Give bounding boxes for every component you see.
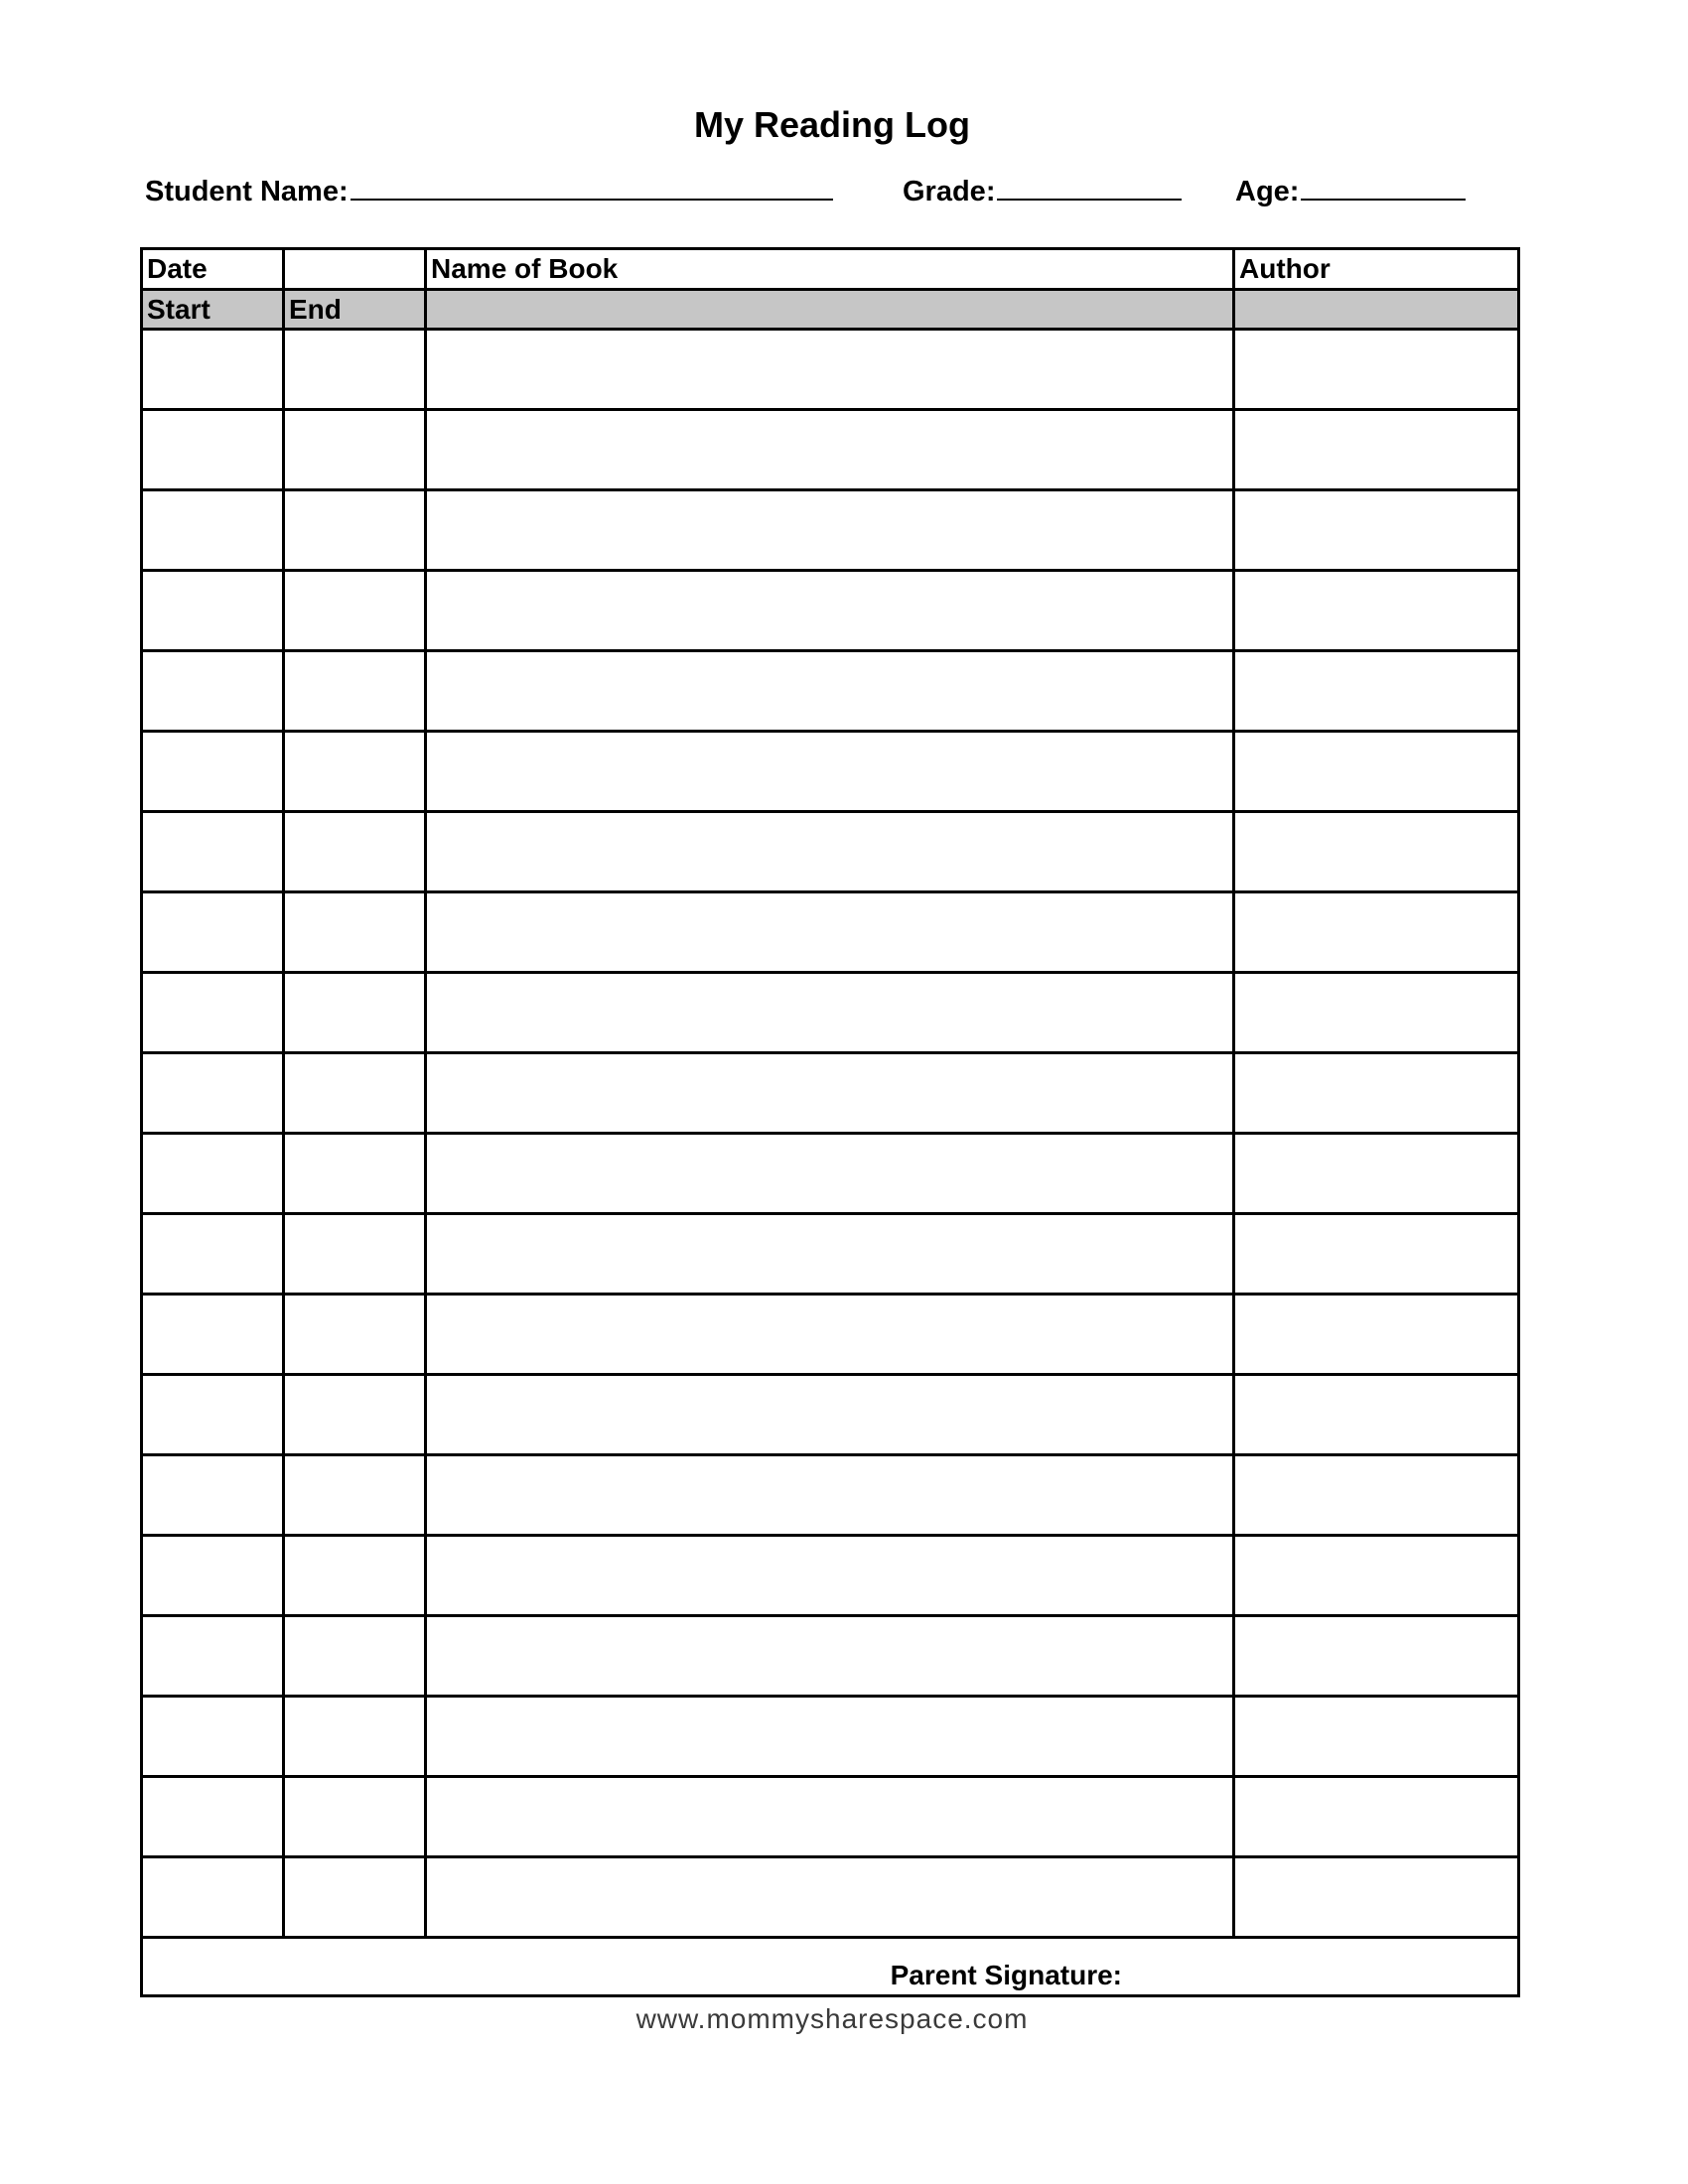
start-date-cell[interactable] (142, 330, 284, 410)
table-row (142, 490, 1519, 571)
parent-signature-label[interactable]: Parent Signature: (142, 1938, 1519, 1996)
age-field (1235, 169, 1466, 210)
table-row (142, 1536, 1519, 1616)
start-date-cell[interactable] (142, 651, 284, 732)
age-label: Age: (1235, 176, 1300, 207)
start-date-cell[interactable] (142, 973, 284, 1053)
book-name-cell[interactable] (426, 651, 1234, 732)
table-row (142, 812, 1519, 892)
author-cell[interactable] (1234, 1857, 1519, 1938)
table-row (142, 410, 1519, 490)
end-date-cell[interactable] (284, 1053, 426, 1134)
end-date-cell[interactable] (284, 1536, 426, 1616)
author-cell[interactable] (1234, 1295, 1519, 1375)
book-name-cell[interactable] (426, 490, 1234, 571)
parent-signature-row (142, 1938, 1519, 1996)
author-cell[interactable] (1234, 732, 1519, 812)
book-name-cell[interactable] (426, 1053, 1234, 1134)
end-date-cell[interactable] (284, 732, 426, 812)
table-row (142, 973, 1519, 1053)
author-cell[interactable] (1234, 1777, 1519, 1857)
start-date-cell[interactable] (142, 571, 284, 651)
end-date-cell[interactable] (284, 973, 426, 1053)
header-author: Author (1234, 249, 1519, 290)
start-date-cell[interactable] (142, 1697, 284, 1777)
author-cell[interactable] (1234, 1053, 1519, 1134)
end-date-cell[interactable] (284, 1697, 426, 1777)
subheader-end: End (284, 290, 426, 330)
end-date-cell[interactable] (284, 651, 426, 732)
table-row (142, 732, 1519, 812)
book-name-cell[interactable] (426, 571, 1234, 651)
author-cell[interactable] (1234, 892, 1519, 973)
table-row (142, 1375, 1519, 1455)
start-date-cell[interactable] (142, 1214, 284, 1295)
end-date-cell[interactable] (284, 1134, 426, 1214)
start-date-cell[interactable] (142, 410, 284, 490)
header-name-of-book: Name of Book (426, 249, 1234, 290)
table-row (142, 1053, 1519, 1134)
start-date-cell[interactable] (142, 1295, 284, 1375)
table-row (142, 1295, 1519, 1375)
start-date-cell[interactable] (142, 812, 284, 892)
table-row (142, 892, 1519, 973)
table-row (142, 1616, 1519, 1697)
end-date-cell[interactable] (284, 1375, 426, 1455)
end-date-cell[interactable] (284, 1777, 426, 1857)
reading-log-table (140, 247, 1520, 1997)
start-date-cell[interactable] (142, 732, 284, 812)
end-date-cell[interactable] (284, 330, 426, 410)
author-cell[interactable] (1234, 410, 1519, 490)
book-name-cell[interactable] (426, 1375, 1234, 1455)
table-row (142, 571, 1519, 651)
author-cell[interactable] (1234, 973, 1519, 1053)
end-date-cell[interactable] (284, 410, 426, 490)
book-name-cell[interactable] (426, 1295, 1234, 1375)
table-subheader-row (142, 290, 1519, 330)
student-name-label: Student Name: (145, 176, 349, 207)
start-date-cell[interactable] (142, 892, 284, 973)
book-name-cell[interactable] (426, 973, 1234, 1053)
author-cell[interactable] (1234, 1214, 1519, 1295)
book-name-cell[interactable] (426, 1697, 1234, 1777)
table-header-row (142, 249, 1519, 290)
table-row (142, 651, 1519, 732)
book-name-cell[interactable] (426, 1455, 1234, 1536)
book-name-cell[interactable] (426, 892, 1234, 973)
start-date-cell[interactable] (142, 1857, 284, 1938)
start-date-cell[interactable] (142, 1375, 284, 1455)
grade-blank[interactable] (997, 169, 1182, 201)
book-name-cell[interactable] (426, 1214, 1234, 1295)
start-date-cell[interactable] (142, 1777, 284, 1857)
author-cell[interactable] (1234, 1697, 1519, 1777)
author-cell[interactable] (1234, 490, 1519, 571)
author-cell[interactable] (1234, 812, 1519, 892)
end-date-cell[interactable] (284, 1857, 426, 1938)
table-row (142, 1455, 1519, 1536)
end-date-cell[interactable] (284, 892, 426, 973)
header-blank (284, 249, 426, 290)
author-cell[interactable] (1234, 1616, 1519, 1697)
grade-field (903, 169, 1182, 210)
subheader-author-cell (1234, 290, 1519, 330)
author-cell[interactable] (1234, 651, 1519, 732)
book-name-cell[interactable] (426, 1536, 1234, 1616)
book-name-cell[interactable] (426, 1777, 1234, 1857)
age-blank[interactable] (1301, 169, 1466, 201)
end-date-cell[interactable] (284, 812, 426, 892)
end-date-cell[interactable] (284, 1616, 426, 1697)
book-name-cell[interactable] (426, 1857, 1234, 1938)
header-date: Date (142, 249, 284, 290)
end-date-cell[interactable] (284, 490, 426, 571)
table-row (142, 1777, 1519, 1857)
end-date-cell[interactable] (284, 1295, 426, 1375)
author-cell[interactable] (1234, 330, 1519, 410)
table-row (142, 1134, 1519, 1214)
grade-label: Grade: (903, 176, 996, 207)
start-date-cell[interactable] (142, 1536, 284, 1616)
student-name-blank[interactable] (351, 169, 833, 201)
subheader-book-cell (426, 290, 1234, 330)
table-row (142, 1697, 1519, 1777)
author-cell[interactable] (1234, 1134, 1519, 1214)
book-name-cell[interactable] (426, 1134, 1234, 1214)
start-date-cell[interactable] (142, 1134, 284, 1214)
page-title: My Reading Log (694, 104, 970, 145)
subheader-start: Start (142, 290, 284, 330)
author-cell[interactable] (1234, 1455, 1519, 1536)
end-date-cell[interactable] (284, 1214, 426, 1295)
start-date-cell[interactable] (142, 1616, 284, 1697)
start-date-cell[interactable] (142, 1053, 284, 1134)
book-name-cell[interactable] (426, 812, 1234, 892)
author-cell[interactable] (1234, 1375, 1519, 1455)
table-row (142, 1214, 1519, 1295)
start-date-cell[interactable] (142, 1455, 284, 1536)
table-row (142, 1857, 1519, 1938)
end-date-cell[interactable] (284, 571, 426, 651)
footer-url: www.mommysharespace.com (635, 2003, 1029, 2034)
book-name-cell[interactable] (426, 410, 1234, 490)
start-date-cell[interactable] (142, 490, 284, 571)
author-cell[interactable] (1234, 1536, 1519, 1616)
book-name-cell[interactable] (426, 732, 1234, 812)
book-name-cell[interactable] (426, 330, 1234, 410)
book-name-cell[interactable] (426, 1616, 1234, 1697)
table-row (142, 330, 1519, 410)
student-name-field (145, 169, 833, 210)
end-date-cell[interactable] (284, 1455, 426, 1536)
author-cell[interactable] (1234, 571, 1519, 651)
